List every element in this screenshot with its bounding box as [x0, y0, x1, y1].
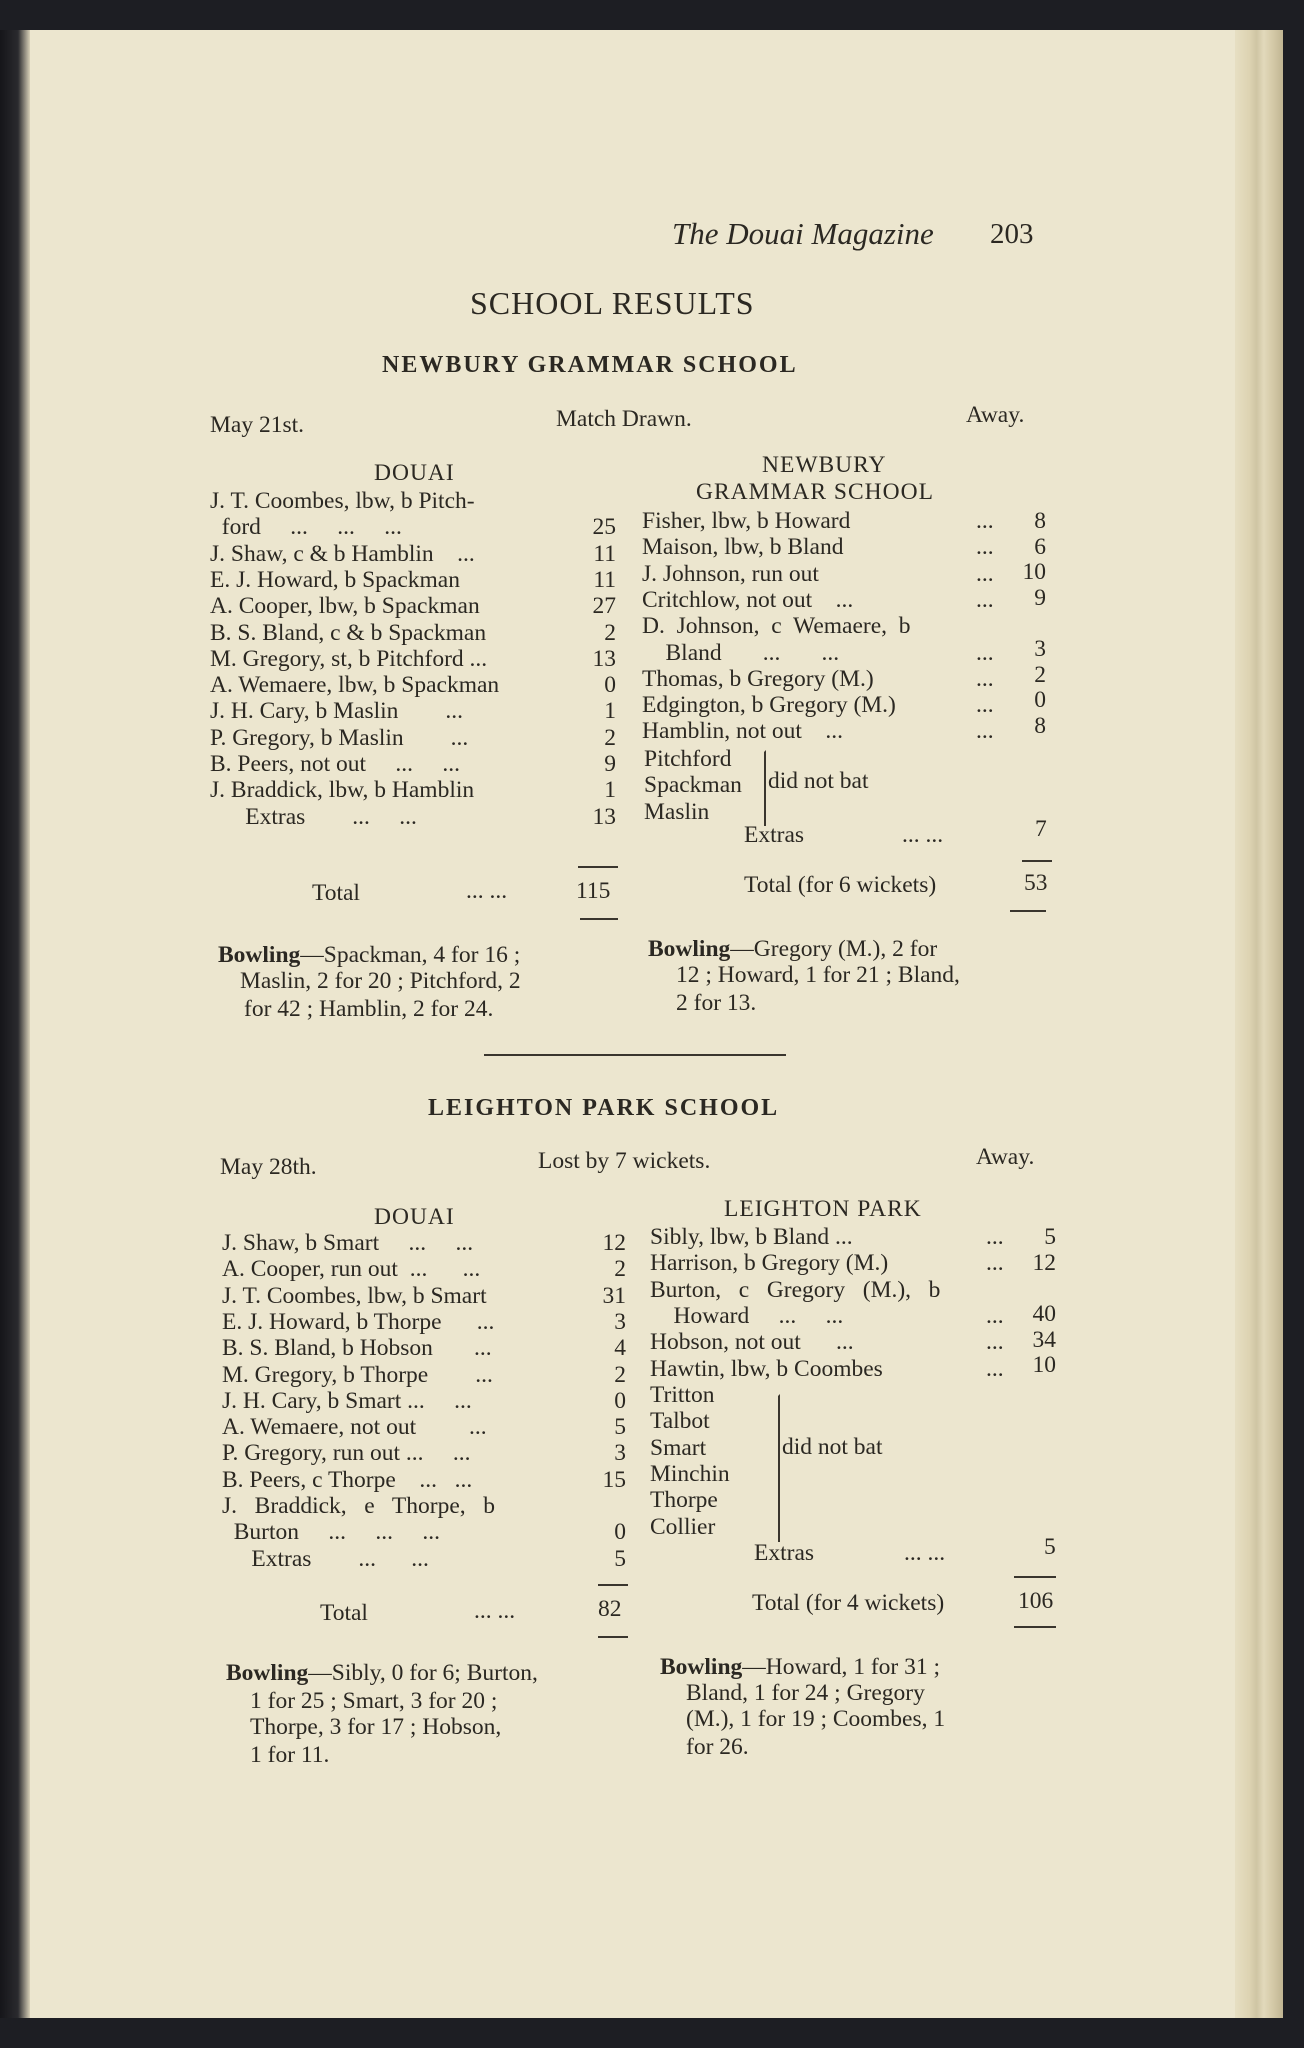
- match1-right-bowling-line2: 12 ; Howard, 1 for 21 ; Bland,: [676, 962, 960, 988]
- match1-opponent-heading: NEWBURY GRAMMAR SCHOOL: [382, 352, 798, 378]
- match2-right-extras-dots: ... ...: [904, 1540, 946, 1566]
- batting-entry: Bland ... ...: [642, 639, 840, 666]
- did-not-bat-name: Minchin: [650, 1460, 730, 1487]
- match2-right-bowling-line2: Bland, 1 for 24 ; Gregory: [686, 1680, 925, 1706]
- match1-right-extras-value: 7: [1035, 816, 1047, 842]
- leader-dots: ...: [986, 1355, 1004, 1382]
- match1-left-bowling-line2: Maslin, 2 for 20 ; Pitchford, 2: [240, 968, 521, 994]
- match2-right-team: LEIGHTON PARK: [724, 1196, 922, 1222]
- batting-entry: B. Peers, not out ... ...: [210, 751, 461, 777]
- did-not-bat-name: Maslin: [644, 798, 710, 825]
- match1-left-total-label: Total: [312, 880, 360, 906]
- match1-left-team: DOUAI: [374, 460, 455, 486]
- match2-left-bowling-line1: Bowling—Sibly, 0 for 6; Burton,: [226, 1660, 538, 1686]
- runs-score: 11: [593, 540, 616, 567]
- runs-score: 4: [614, 1335, 626, 1362]
- batting-entry: Extras ... ...: [222, 1545, 429, 1572]
- did-not-bat-name: Smart: [650, 1434, 707, 1461]
- runs-score: 2: [614, 1361, 626, 1388]
- runs-score: 5: [614, 1545, 626, 1572]
- match2-left-bowling-line4: 1 for 11.: [250, 1742, 330, 1768]
- match2-right-total-rule-top: [1014, 1576, 1056, 1578]
- leader-dots: ...: [976, 718, 994, 745]
- runs-score: 34: [1032, 1326, 1056, 1353]
- match2-left-total-rule-top: [598, 1584, 628, 1586]
- did-not-bat-name: Thorpe: [650, 1487, 718, 1514]
- match1-right-bowling-line3: 2 for 13.: [676, 990, 757, 1016]
- match1-dnb-brace: [756, 750, 766, 826]
- runs-score: 0: [1034, 687, 1046, 714]
- runs-score: 3: [614, 1440, 626, 1467]
- match2-dnb-brace: [770, 1394, 780, 1542]
- runs-score: 40: [1032, 1300, 1056, 1327]
- match2-left-total-label: Total: [320, 1600, 368, 1626]
- batting-entry: Maison, lbw, b Bland: [642, 534, 844, 561]
- runs-score: 11: [593, 566, 616, 593]
- bowling-label: Bowling: [648, 936, 731, 962]
- batting-entry: J. H. Cary, b Maslin ...: [210, 698, 464, 725]
- batting-entry: J. Shaw, b Smart ... ...: [222, 1230, 474, 1256]
- runs-score: 10: [1022, 559, 1046, 586]
- match1-result: Match Drawn.: [556, 406, 692, 432]
- match1-right-team-line1: NEWBURY: [762, 452, 887, 478]
- batting-entry: J. T. Coombes, lbw, b Smart: [222, 1282, 487, 1309]
- batting-entry: Sibly, lbw, b Bland ...: [650, 1224, 853, 1250]
- bowling-label: Bowling: [226, 1660, 309, 1686]
- batting-entry: A. Cooper, lbw, b Spackman: [210, 593, 480, 620]
- leader-dots: ...: [986, 1224, 1004, 1250]
- scan-top-border: [0, 0, 1304, 28]
- batting-entry: P. Gregory, run out ... ...: [222, 1440, 471, 1467]
- leader-dots: ...: [976, 586, 994, 613]
- match1-right-bowling-line1: Bowling—Gregory (M.), 2 for: [648, 936, 938, 962]
- match1-left-total-value: 115: [576, 878, 611, 904]
- match1-right-total-rule-top: [1022, 860, 1052, 862]
- bowling-label: Bowling: [660, 1654, 743, 1680]
- scan-bottom-border: [0, 2018, 1304, 2048]
- section-divider: [484, 1054, 786, 1056]
- running-header-title: The Douai Magazine: [672, 216, 934, 251]
- match1-right-extras-label: Extras: [744, 822, 805, 848]
- did-not-bat-name: Collier: [650, 1513, 716, 1540]
- match1-left-total-rule-bottom: [580, 918, 618, 920]
- match2-right-bowling-line3: (M.), 1 for 19 ; Coombes, 1: [686, 1706, 946, 1732]
- runs-score: 10: [1032, 1352, 1056, 1379]
- batting-entry: Burton, c Gregory (M.), b: [650, 1276, 941, 1303]
- batting-entry: Critchlow, not out ...: [642, 586, 854, 613]
- runs-score: 5: [1044, 1224, 1056, 1250]
- batting-entry: A. Wemaere, not out ...: [222, 1414, 487, 1441]
- batting-entry: J. Shaw, c & b Hamblin ...: [210, 540, 475, 567]
- runs-score: 5: [614, 1414, 626, 1441]
- batting-entry: E. J. Howard, b Thorpe ...: [222, 1308, 495, 1335]
- batting-entry: P. Gregory, b Maslin ...: [210, 724, 469, 751]
- match2-right-total-rule-bottom: [1014, 1626, 1056, 1628]
- match1-dnb-label: did not bat: [768, 768, 869, 794]
- batting-entry: Harrison, b Gregory (M.): [650, 1250, 889, 1277]
- match2-left-team: DOUAI: [374, 1204, 455, 1230]
- runs-score: 0: [614, 1519, 626, 1546]
- match1-right-extras-dots: ... ...: [902, 822, 944, 848]
- runs-score: 31: [602, 1282, 626, 1309]
- runs-score: 12: [602, 1230, 626, 1256]
- batting-entry: Hawtin, lbw, b Coombes: [650, 1355, 883, 1382]
- match2-left-total-value: 82: [598, 1596, 622, 1622]
- match1-right-total-value: 53: [1024, 870, 1048, 896]
- match2-right-extras-label: Extras: [754, 1540, 815, 1566]
- match2-left-bowling-line2: 1 for 25 ; Smart, 3 for 20 ;: [250, 1688, 498, 1714]
- runs-score: 8: [1034, 713, 1046, 740]
- match2-right-bowling-line4: for 26.: [686, 1734, 749, 1760]
- leader-dots: ...: [986, 1302, 1004, 1329]
- runs-score: 25: [592, 514, 616, 541]
- match2-opponent-heading: LEIGHTON PARK SCHOOL: [428, 1095, 780, 1121]
- leader-dots: ...: [986, 1329, 1004, 1356]
- match2-venue: Away.: [976, 1144, 1035, 1170]
- runs-score: 3: [614, 1308, 626, 1335]
- batting-entry: J. T. Coombes, lbw, b Pitch-: [210, 488, 475, 514]
- leader-dots: ...: [976, 692, 994, 719]
- match1-date: May 21st.: [210, 412, 304, 438]
- runs-score: 15: [602, 1466, 626, 1493]
- batting-entry: M. Gregory, b Thorpe ...: [222, 1361, 493, 1388]
- runs-score: 8: [1034, 508, 1046, 534]
- batting-entry: Howard ... ...: [650, 1302, 844, 1329]
- leader-dots: ...: [976, 508, 994, 534]
- runs-score: 2: [604, 619, 616, 646]
- match2-right-bowling-line1: Bowling—Howard, 1 for 31 ;: [660, 1654, 941, 1680]
- match2-right-extras-value: 5: [1044, 1534, 1056, 1560]
- batting-entry: Hobson, not out ...: [650, 1329, 854, 1356]
- batting-entry: A. Cooper, run out ... ...: [222, 1256, 481, 1283]
- runs-score: 2: [1034, 661, 1046, 688]
- leader-dots: ...: [976, 534, 994, 561]
- batting-entry: J. Braddick, lbw, b Hamblin: [210, 777, 475, 804]
- leader-dots: ...: [986, 1250, 1004, 1277]
- batting-entry: Burton ... ... ...: [222, 1519, 441, 1546]
- match1-left-total-dots: ... ...: [466, 878, 508, 904]
- runs-score: 3: [1034, 636, 1046, 663]
- runs-score: 2: [604, 724, 616, 751]
- page-edges: [1235, 30, 1283, 2018]
- runs-score: 27: [592, 593, 616, 620]
- runs-score: 9: [604, 751, 616, 777]
- leader-dots: ...: [976, 560, 994, 587]
- batting-entry: Extras ... ...: [210, 803, 417, 830]
- batting-entry: D. Johnson, c Wemaere, b: [642, 613, 911, 640]
- batting-entry: B. Peers, c Thorpe ... ...: [222, 1466, 473, 1493]
- runs-score: 6: [1034, 533, 1046, 560]
- match2-result: Lost by 7 wickets.: [538, 1148, 711, 1174]
- bowling-label: Bowling: [218, 942, 301, 968]
- runs-score: 1: [604, 698, 616, 725]
- match2-date: May 28th.: [220, 1154, 317, 1180]
- match2-right-total-label: Total (for 4 wickets): [752, 1590, 945, 1616]
- runs-score: 9: [1034, 584, 1046, 611]
- batting-entry: J. H. Cary, b Smart ... ...: [222, 1387, 472, 1414]
- page-number: 203: [990, 218, 1034, 250]
- batting-entry: M. Gregory, st, b Pitchford ...: [210, 645, 488, 672]
- batting-entry: B. S. Bland, c & b Spackman: [210, 619, 487, 646]
- batting-entry: ford ... ... ...: [210, 514, 402, 541]
- match2-left-total-dots: ... ...: [474, 1598, 516, 1624]
- match1-right-team-line2: GRAMMAR SCHOOL: [696, 479, 934, 505]
- runs-score: 0: [614, 1387, 626, 1414]
- book-spine: [0, 30, 30, 2018]
- did-not-bat-name: Spackman: [644, 772, 742, 799]
- batting-entry: Edgington, b Gregory (M.): [642, 692, 896, 719]
- match2-left-bowling-line3: Thorpe, 3 for 17 ; Hobson,: [250, 1714, 502, 1740]
- section-title: SCHOOL RESULTS: [470, 285, 755, 321]
- did-not-bat-name: Pitchford: [644, 746, 732, 772]
- match2-left-total-rule-bottom: [598, 1636, 628, 1638]
- did-not-bat-name: Tritton: [650, 1382, 715, 1408]
- batting-entry: Hamblin, not out ...: [642, 718, 844, 745]
- match1-left-bowling-line3: for 42 ; Hamblin, 2 for 24.: [244, 996, 494, 1022]
- match2-dnb-label: did not bat: [782, 1434, 883, 1460]
- match2-right-total-value: 106: [1018, 1588, 1054, 1614]
- runs-score: 13: [592, 803, 616, 830]
- match1-left-bowling-line1: Bowling—Spackman, 4 for 16 ;: [218, 942, 521, 968]
- leader-dots: ...: [976, 665, 994, 692]
- batting-entry: J. Johnson, run out: [642, 560, 819, 587]
- batting-entry: J. Braddick, e Thorpe, b: [222, 1493, 496, 1519]
- runs-score: 13: [592, 645, 616, 672]
- match1-right-total-label: Total (for 6 wickets): [744, 872, 937, 898]
- match1-left-total-rule-top: [578, 866, 618, 868]
- did-not-bat-name: Talbot: [650, 1408, 710, 1435]
- batting-entry: B. S. Bland, b Hobson ...: [222, 1335, 492, 1362]
- runs-score: 1: [604, 777, 616, 804]
- match1-right-total-rule-bottom: [1010, 910, 1046, 912]
- batting-entry: A. Wemaere, lbw, b Spackman: [210, 672, 500, 699]
- book-page: [10, 30, 1264, 2018]
- runs-score: 0: [604, 672, 616, 699]
- batting-entry: E. J. Howard, b Spackman: [210, 566, 460, 593]
- runs-score: 12: [1032, 1249, 1056, 1276]
- runs-score: 2: [614, 1256, 626, 1283]
- batting-entry: Fisher, lbw, b Howard: [642, 508, 851, 534]
- match1-venue: Away.: [966, 402, 1025, 428]
- leader-dots: ...: [976, 639, 994, 666]
- batting-entry: Thomas, b Gregory (M.): [642, 665, 874, 692]
